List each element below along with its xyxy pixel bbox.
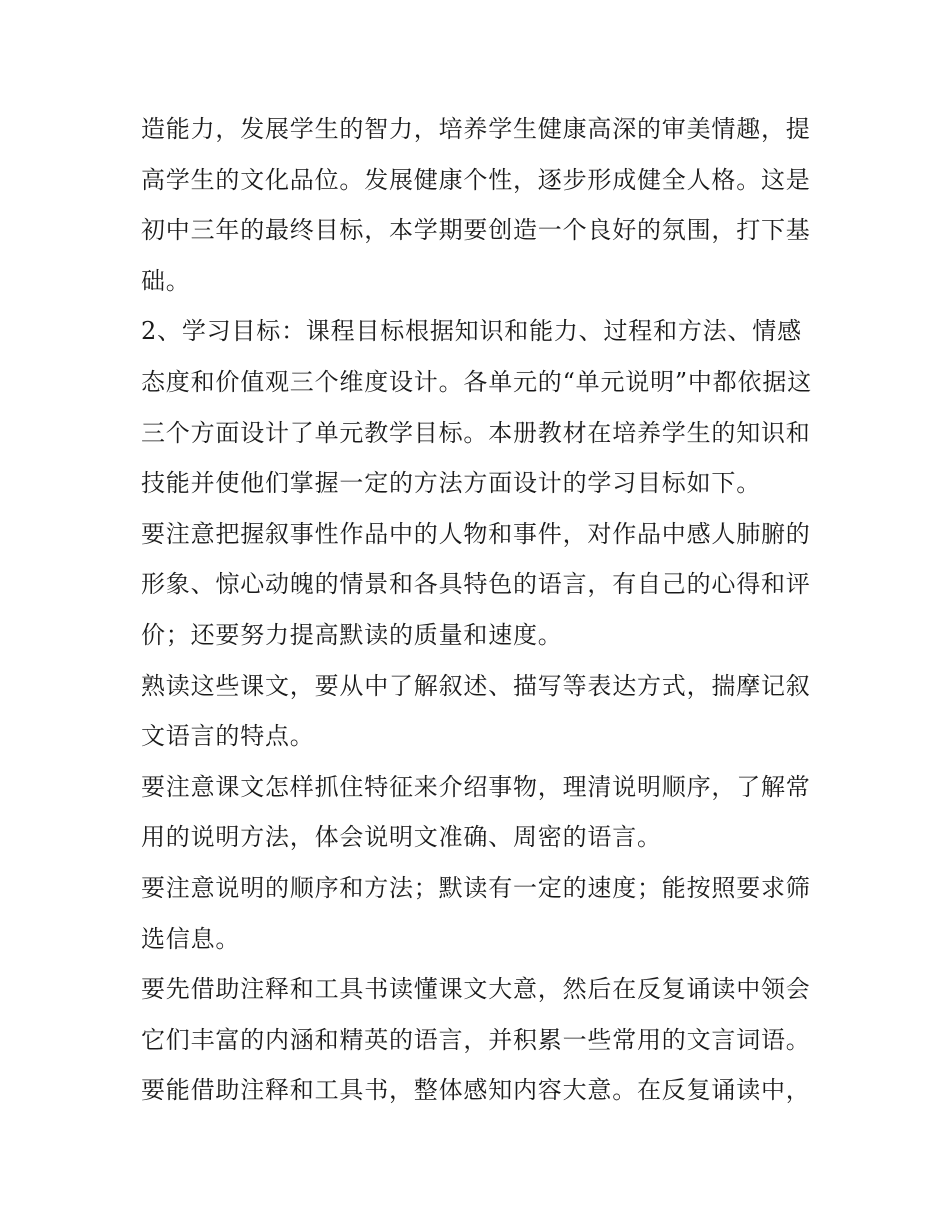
text-line: 要注意课文怎样抓住特征来介绍事物，理清说明顺序，了解常 xyxy=(141,773,811,801)
text-line: 2、学习目标：课程目标根据知识和能力、过程和方法、情感 xyxy=(141,317,802,345)
text-line: 它们丰富的内涵和精英的语言，并积累一些常用的文言词语。 xyxy=(141,1026,811,1054)
text-line: 技能并使他们掌握一定的方法方面设计的学习目标如下。 xyxy=(141,469,761,497)
text-line: 要能借助注释和工具书，整体感知内容大意。在反复诵读中， xyxy=(141,1076,811,1104)
text-line: 三个方面设计了单元教学目标。本册教材在培养学生的知识和 xyxy=(141,419,811,447)
text-line: 文语言的特点。 xyxy=(141,722,315,750)
text-line: 态度和价值观三个维度设计。各单元的“单元说明”中都依据这 xyxy=(141,368,812,396)
text-line: 要注意把握叙事性作品中的人物和事件，对作品中感人肺腑的 xyxy=(141,520,811,548)
text-line: 价；还要努力提高默读的质量和速度。 xyxy=(141,621,563,649)
text-line: 造能力，发展学生的智力，培养学生健康高深的审美情趣，提 xyxy=(141,115,811,143)
text-line: 用的说明方法，体会说明文准确、周密的语言。 xyxy=(141,823,662,851)
text-line: 初中三年的最终目标，本学期要创造一个良好的氛围，打下基 xyxy=(141,216,811,244)
text-line: 熟读这些课文，要从中了解叙述、描写等表达方式，揣摩记叙 xyxy=(141,672,811,700)
text-line: 选信息。 xyxy=(141,925,241,953)
text-line: 要注意说明的顺序和方法；默读有一定的速度；能按照要求筛 xyxy=(141,874,811,902)
text-line: 要先借助注释和工具书读懂课文大意，然后在反复诵读中领会 xyxy=(141,975,811,1003)
text-line: 高学生的文化品位。发展健康个性，逐步形成健全人格。这是 xyxy=(141,166,811,194)
text-line: 础。 xyxy=(141,267,191,295)
text-line: 形象、惊心动魄的情景和各具特色的语言，有自己的心得和评 xyxy=(141,570,811,598)
